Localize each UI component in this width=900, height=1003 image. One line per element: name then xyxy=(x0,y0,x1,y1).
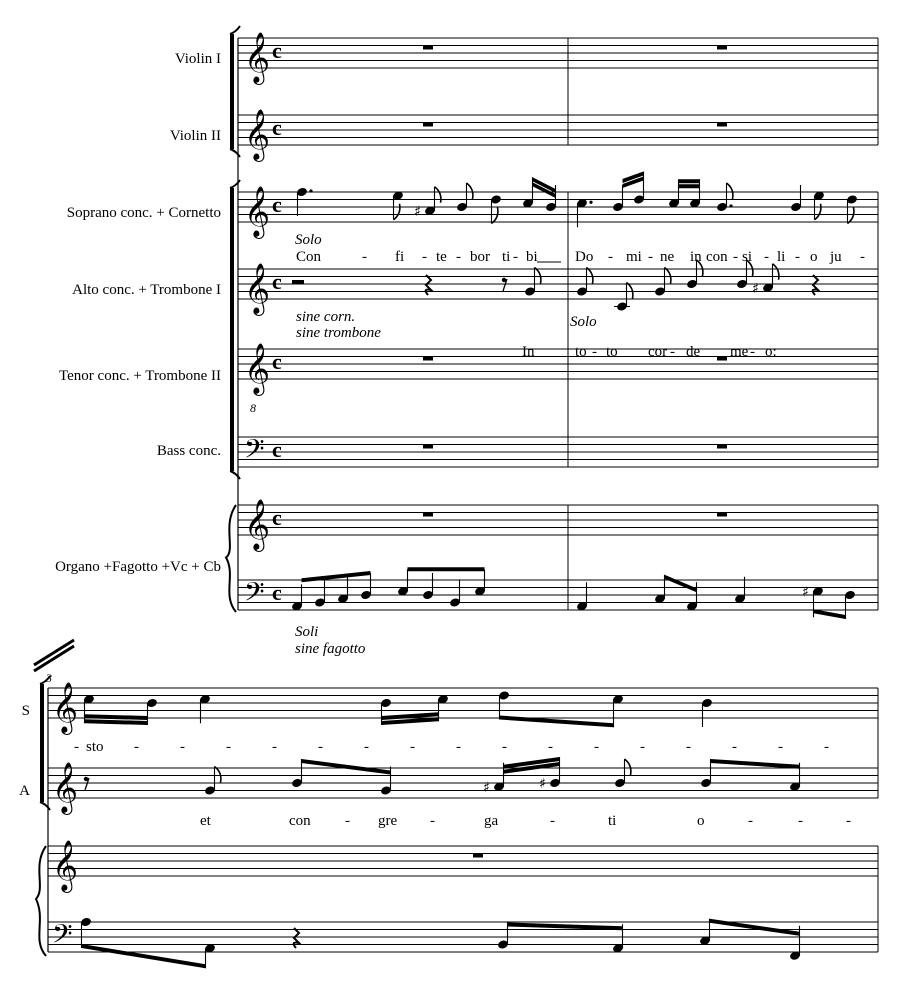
instrument-label: Organo +Fagotto +Vc + Cb xyxy=(55,559,221,575)
time-signature: c xyxy=(272,580,282,605)
treble-clef: 𝄞 xyxy=(52,682,79,733)
staff xyxy=(238,433,878,471)
lyric-alto: con xyxy=(289,813,311,829)
staff xyxy=(48,762,878,815)
lyric-alto: gre xyxy=(378,813,398,829)
lyric-soprano: - xyxy=(548,739,553,755)
note xyxy=(80,917,92,948)
whole-rest xyxy=(717,357,727,361)
flag xyxy=(215,767,221,783)
lyric-alto: - xyxy=(592,344,597,360)
lyric-soprano: - xyxy=(180,739,185,755)
time-signature: c xyxy=(272,349,282,374)
note xyxy=(199,694,211,723)
lyric-soprano: - xyxy=(795,249,800,265)
flag xyxy=(467,183,473,199)
sharp-sign: ♯ xyxy=(802,584,809,601)
whole-rest xyxy=(423,123,433,127)
note xyxy=(524,268,541,297)
whole-rest xyxy=(423,46,433,50)
whole-rest xyxy=(717,123,727,127)
lyric-soprano: - xyxy=(422,249,427,265)
bracket-bar xyxy=(230,188,234,471)
flag xyxy=(627,283,633,299)
flag xyxy=(773,264,779,280)
note xyxy=(576,582,588,611)
flag xyxy=(815,204,821,220)
treble-clef: 𝄞 xyxy=(244,343,271,394)
dot xyxy=(589,201,592,204)
whole-rest xyxy=(717,445,727,449)
treble-clef: 𝄞 xyxy=(244,186,271,237)
instrument-label: Alto conc. + Trombone I xyxy=(72,282,221,298)
note xyxy=(397,569,409,596)
staff xyxy=(48,918,878,956)
sharp-sign: ♯ xyxy=(752,280,759,297)
whole-rest xyxy=(423,513,433,517)
lyric-soprano: - xyxy=(640,739,645,755)
brace-organ xyxy=(226,505,236,612)
lyric-alto: - xyxy=(430,813,435,829)
bracket-bar xyxy=(230,34,234,149)
treble-clef: 𝄞 xyxy=(244,499,271,550)
lyric-alto: o: xyxy=(765,344,777,360)
staff xyxy=(238,576,878,614)
whole-rest xyxy=(473,854,483,858)
staff xyxy=(48,682,878,735)
quarter-rest xyxy=(426,275,431,295)
flag xyxy=(587,268,593,284)
whole-rest xyxy=(423,445,433,449)
alto-notes xyxy=(292,260,818,312)
lyric-soprano: - xyxy=(410,739,415,755)
note xyxy=(790,185,802,212)
note xyxy=(204,943,216,968)
lyric-alto: me xyxy=(730,344,749,360)
bass-clef: 𝄢 xyxy=(244,433,265,471)
beam xyxy=(408,567,485,571)
lyric-alto: - xyxy=(345,813,350,829)
dot xyxy=(309,189,312,192)
lyric-soprano: si xyxy=(742,249,753,265)
lyric-soprano: - xyxy=(502,739,507,755)
note xyxy=(576,268,593,297)
beam xyxy=(679,179,700,183)
note xyxy=(614,759,631,788)
lyric-soprano: - xyxy=(318,739,323,755)
lyric-alto: to xyxy=(606,344,618,360)
lyric-soprano: ti xyxy=(502,249,511,265)
flag xyxy=(394,204,400,220)
time-signature: c xyxy=(272,38,282,63)
flag xyxy=(727,183,733,199)
note xyxy=(490,194,502,223)
flag xyxy=(848,208,854,224)
quarter-rest xyxy=(813,275,818,295)
note xyxy=(700,759,712,788)
lyric-soprano: - xyxy=(74,739,79,755)
lyric-soprano: - xyxy=(226,739,231,755)
lyric-soprano: - xyxy=(778,739,783,755)
beam xyxy=(711,759,800,769)
lyric-soprano: - xyxy=(824,739,829,755)
whole-rest xyxy=(717,513,727,517)
lyric-soprano: - xyxy=(733,249,738,265)
sharp-sign: ♯ xyxy=(539,776,546,792)
sharp-sign: ♯ xyxy=(483,779,490,796)
instrument-label: Violin II xyxy=(169,128,221,144)
lyric-soprano: - xyxy=(362,249,367,265)
lyric-soprano: - xyxy=(272,739,277,755)
note xyxy=(498,690,510,719)
lyric-alto: cor xyxy=(648,344,668,360)
note xyxy=(813,190,825,219)
staff xyxy=(238,186,878,239)
note xyxy=(734,577,746,604)
lyric-soprano: - xyxy=(860,249,865,265)
lyric-soprano: con xyxy=(706,249,728,265)
staff xyxy=(238,499,878,552)
soprano-notes-2 xyxy=(74,690,829,755)
lyric-soprano: ju xyxy=(830,249,842,265)
lyric-alto: o xyxy=(697,813,705,829)
expression-solo: Solo xyxy=(295,232,322,248)
flag xyxy=(492,208,498,224)
treble-clef: 𝄞 xyxy=(244,109,271,160)
time-signature: c xyxy=(272,192,282,217)
lyric-alto: ga xyxy=(484,813,499,829)
beam xyxy=(302,571,371,582)
staff xyxy=(48,840,878,893)
brace-organ xyxy=(36,846,46,956)
bass-clef: 𝄢 xyxy=(52,918,73,956)
measure-number: 3 xyxy=(46,671,52,685)
lyric-soprano: sto xyxy=(86,739,104,755)
expression-sine-corn: sine corn. xyxy=(296,309,356,325)
lyric-soprano: fi xyxy=(395,249,405,265)
lyric-alto: - xyxy=(550,813,555,829)
expression-sine-trombone: sine trombone xyxy=(296,325,381,341)
lyric-alto: ti xyxy=(608,813,617,829)
organ-bass-notes-2 xyxy=(80,917,801,969)
note xyxy=(83,694,95,723)
dot xyxy=(729,204,732,207)
note xyxy=(337,577,349,604)
note xyxy=(522,177,534,208)
note xyxy=(204,767,221,796)
treble-clef: 𝄞 xyxy=(244,263,271,314)
note xyxy=(576,198,593,227)
note xyxy=(291,759,303,788)
treble-clef: 𝄞 xyxy=(244,32,271,83)
lyric-soprano: - xyxy=(608,249,613,265)
instrument-label: S xyxy=(21,703,30,719)
flag xyxy=(665,268,671,284)
lyric-alto: to xyxy=(575,344,587,360)
lyric-soprano: - xyxy=(364,739,369,755)
note xyxy=(846,194,858,223)
sharp-sign: ♯ xyxy=(414,203,421,220)
time-signature: c xyxy=(272,269,282,294)
note xyxy=(437,694,449,721)
lyric-soprano: - xyxy=(134,739,139,755)
lyric-soprano: o xyxy=(810,249,818,265)
flag xyxy=(625,759,631,775)
lyric-soprano: - xyxy=(686,739,691,755)
lyric-soprano: - xyxy=(732,739,737,755)
note xyxy=(699,919,711,946)
note xyxy=(497,923,509,950)
instrument-label: Violin I xyxy=(174,51,221,67)
note xyxy=(654,575,666,604)
lyric-soprano: - xyxy=(456,249,461,265)
note xyxy=(689,179,701,208)
note xyxy=(701,698,713,727)
lyric-alto: - xyxy=(670,344,675,360)
note xyxy=(392,190,404,219)
beam xyxy=(302,759,391,775)
lyric-soprano: ne xyxy=(660,249,675,265)
note xyxy=(146,698,158,725)
note xyxy=(668,179,680,208)
instrument-label: A xyxy=(19,783,30,799)
lyric-soprano: - xyxy=(594,739,599,755)
beam xyxy=(82,944,206,968)
note xyxy=(844,590,856,619)
note xyxy=(654,268,671,297)
whole-rest xyxy=(423,357,433,361)
lyric-soprano: in xyxy=(690,249,702,265)
note xyxy=(449,581,461,608)
lyric-soprano: Do xyxy=(575,249,594,265)
lyric-soprano: mi xyxy=(626,249,642,265)
flag xyxy=(535,268,541,284)
lyric-alto: - xyxy=(748,813,753,829)
instrument-label: Bass conc. xyxy=(156,443,221,459)
lyric-alto: - xyxy=(750,344,755,360)
note xyxy=(291,584,303,611)
flag xyxy=(435,187,441,203)
lyric-soprano: - xyxy=(456,739,461,755)
lyric-soprano: te xyxy=(436,249,447,265)
bracket-bar xyxy=(40,684,44,802)
lyric-alto: - xyxy=(798,813,803,829)
beam xyxy=(85,714,148,720)
instrument-label: Soprano conc. + Cornetto xyxy=(66,205,221,221)
lyric-soprano: - xyxy=(648,249,653,265)
bracket-hook xyxy=(230,26,240,34)
quarter-rest xyxy=(294,928,299,948)
beam xyxy=(679,184,700,188)
treble-clef: 𝄞 xyxy=(52,762,79,813)
beam xyxy=(85,719,148,725)
note xyxy=(296,187,313,216)
lyric-soprano: bi xyxy=(526,249,538,265)
lyric-soprano: - xyxy=(513,249,518,265)
note xyxy=(360,573,372,600)
system-2 xyxy=(48,682,878,956)
expression-sine-fagotto: sine fagotto xyxy=(295,641,366,657)
note xyxy=(716,183,733,212)
time-signature: c xyxy=(272,437,282,462)
note xyxy=(422,573,434,600)
octave-marking: 8 xyxy=(250,401,256,415)
lyric-soprano: li xyxy=(777,249,786,265)
note xyxy=(474,569,486,596)
lyric-soprano: - xyxy=(764,249,769,265)
note xyxy=(314,581,326,608)
lyric-alto: de xyxy=(686,344,701,360)
bass-clef: 𝄢 xyxy=(244,576,265,614)
whole-rest xyxy=(717,46,727,50)
system-separator xyxy=(34,640,74,671)
instrument-label: Tenor conc. + Trombone II xyxy=(59,368,221,384)
treble-clef: 𝄞 xyxy=(52,840,79,891)
staff xyxy=(238,109,878,162)
time-signature: c xyxy=(272,505,282,530)
lyric-alto: - xyxy=(846,813,851,829)
lyric-soprano: Con xyxy=(296,249,322,265)
note xyxy=(456,183,473,212)
staff xyxy=(238,343,878,396)
organ-bass-notes xyxy=(291,567,856,619)
note xyxy=(614,283,633,312)
lyric-alto: In xyxy=(522,344,535,360)
beam xyxy=(500,716,614,728)
time-signature: c xyxy=(272,115,282,140)
beam xyxy=(814,609,846,619)
beam xyxy=(710,919,800,936)
expression-soli: Soli xyxy=(295,624,319,640)
note xyxy=(612,185,624,212)
half-rest xyxy=(292,280,304,284)
expression-solo: Solo xyxy=(570,314,597,330)
lyric-soprano: bor xyxy=(470,249,490,265)
staff xyxy=(238,32,878,85)
lyric-alto: et xyxy=(200,813,211,829)
beam xyxy=(665,575,697,593)
